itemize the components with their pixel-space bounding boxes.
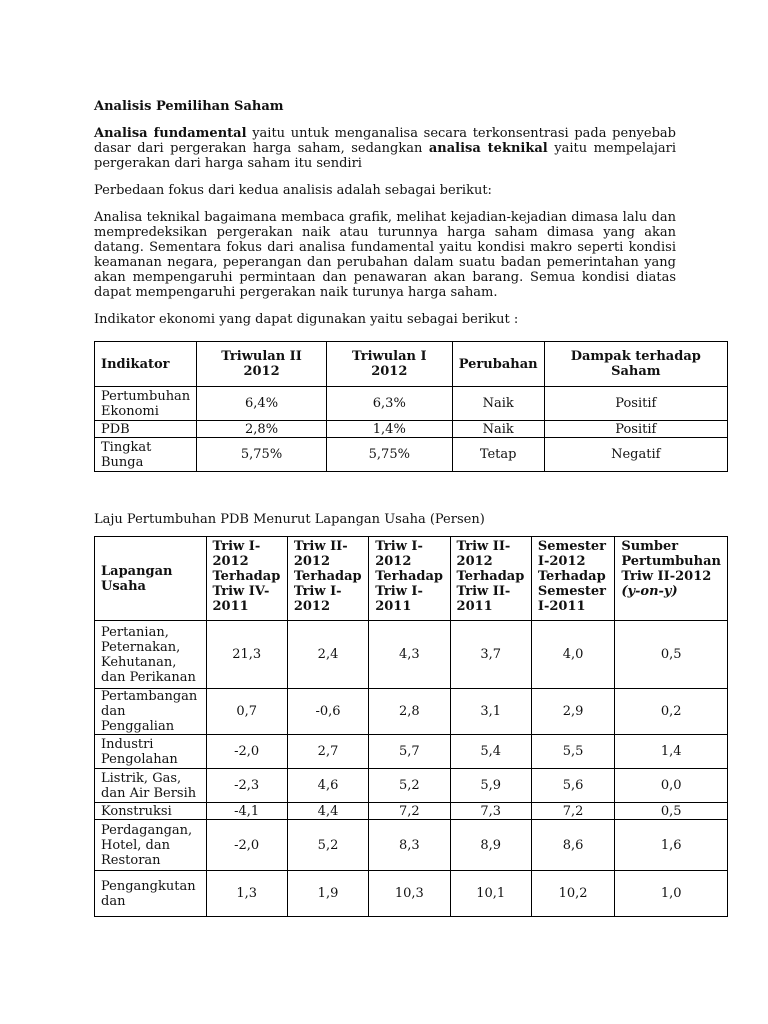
table-row [95, 769, 728, 803]
header-col-4: Triw II-2012 Terhadap Triw II-2011 [450, 537, 531, 621]
cell-value: 0,2 [615, 689, 728, 735]
header-triwulan-2: Triwulan II 2012 [197, 342, 327, 387]
header-perubahan: Perubahan [452, 342, 544, 387]
definition-text-2: yaitu mempelajari pergerakan dari harga saham itu sendiri [94, 141, 676, 171]
cell-value: -0,6 [287, 689, 368, 735]
cell-sector: Pertanian, Peternakan, Kehutanan, dan Perikanan [95, 621, 207, 689]
cell-value: 4,4 [287, 803, 368, 820]
cell-value: 7,2 [531, 803, 614, 820]
table-header-row [95, 537, 728, 621]
term-teknikal: analisa teknikal [428, 141, 548, 156]
cell-value: Positif [544, 421, 727, 438]
cell-value: 5,7 [369, 735, 450, 769]
header-dampak: Dampak terhadap Saham [544, 342, 727, 387]
table-row [95, 803, 728, 820]
cell-value: 3,1 [450, 689, 531, 735]
cell-value: Positif [544, 387, 727, 421]
cell-value: 7,3 [450, 803, 531, 820]
cell-value: 5,2 [369, 769, 450, 803]
definition-text-1: yaitu untuk menganalisa secara terkonsentrasi pada penyebab dasar dari pergerakan harga saham, sedangkan [94, 126, 676, 156]
term-fundamental: Analisa fundamental [94, 126, 247, 141]
cell-value: 4,6 [287, 769, 368, 803]
cell-value: 10,2 [531, 871, 614, 917]
cell-sector: Listrik, Gas, dan Air Bersih [95, 769, 207, 803]
cell-value: 6,3% [326, 387, 452, 421]
cell-sector: Pengangkutan dan [95, 871, 207, 917]
header-sumber-text: Sumber Pertumbuhan Triw II-2012 [621, 539, 721, 584]
cell-value: 1,9 [287, 871, 368, 917]
paragraph-definition [94, 126, 676, 171]
table-row [95, 871, 728, 917]
cell-value: 6,4% [197, 387, 327, 421]
table-row [95, 421, 728, 438]
cell-value: 21,3 [206, 621, 287, 689]
cell-value: Tetap [452, 438, 544, 472]
cell-value: 2,8 [369, 689, 450, 735]
cell-value: 5,6 [531, 769, 614, 803]
cell-value: 8,3 [369, 820, 450, 871]
header-col-6 [615, 537, 728, 621]
cell-sector: Perdagangan, Hotel, dan Restoran [95, 820, 207, 871]
table-row [95, 735, 728, 769]
header-col-2: Triw II-2012 Terhadap Triw I-2012 [287, 537, 368, 621]
cell-value: 2,9 [531, 689, 614, 735]
paragraph-intro: Perbedaan fokus dari kedua analisis adalah sebagai berikut: [94, 183, 492, 198]
cell-value: 10,1 [450, 871, 531, 917]
cell-value: 4,3 [369, 621, 450, 689]
table-row [95, 689, 728, 735]
cell-value: 2,8% [197, 421, 327, 438]
header-col-3: Triw I-2012 Terhadap Triw I-2011 [369, 537, 450, 621]
cell-value: -2,0 [206, 735, 287, 769]
cell-value: 1,4 [615, 735, 728, 769]
header-indikator: Indikator [95, 342, 197, 387]
cell-value: Naik [452, 387, 544, 421]
cell-value: -4,1 [206, 803, 287, 820]
cell-value: 5,4 [450, 735, 531, 769]
cell-sector: Industri Pengolahan [95, 735, 207, 769]
cell-value: 5,9 [450, 769, 531, 803]
cell-value: 2,7 [287, 735, 368, 769]
cell-value: 10,3 [369, 871, 450, 917]
cell-indikator: Tingkat Bunga [95, 438, 197, 472]
table-row [95, 820, 728, 871]
table-row [95, 621, 728, 689]
cell-sector: Konstruksi [95, 803, 207, 820]
document-heading: Analisis Pemilihan Saham [94, 99, 284, 114]
paragraph-explanation: Analisa teknikal bagaimana membaca grafik, melihat kejadian-kejadian dimasa lalu dan mempredeksikan pergerakan naik atau turunnya harga saham dimasa yang akan datang. Sementara fokus dari analisa fundamental yaitu kondisi makro seperti kondisi keamanan negara, peperangan dan perubahan dalam suatu badan pemerintahan yang akan mempengaruhi permintaan dan penawaran akan barang. Semua kondisi diatas dapat mempengaruhi pergerakan naik turunya harga saham. [94, 210, 676, 300]
cell-value: 1,0 [615, 871, 728, 917]
header-yoy-text: (y-on-y) [621, 584, 678, 599]
cell-value: 1,3 [206, 871, 287, 917]
cell-sector: Pertambangan dan Penggalian [95, 689, 207, 735]
indicator-table [94, 341, 728, 472]
cell-value: 0,5 [615, 621, 728, 689]
cell-value: 5,2 [287, 820, 368, 871]
cell-value: 0,5 [615, 803, 728, 820]
header-triwulan-1: Triwulan I 2012 [326, 342, 452, 387]
gdp-growth-table [94, 536, 728, 917]
cell-value: 4,0 [531, 621, 614, 689]
cell-value: 5,5 [531, 735, 614, 769]
cell-value: 8,6 [531, 820, 614, 871]
table-header-row [95, 342, 728, 387]
document-page [94, 98, 721, 917]
cell-indikator: Pertumbuhan Ekonomi [95, 387, 197, 421]
cell-value: 3,7 [450, 621, 531, 689]
cell-value: -2,3 [206, 769, 287, 803]
table-row [95, 438, 728, 472]
cell-value: 5,75% [326, 438, 452, 472]
table2-caption: Laju Pertumbuhan PDB Menurut Lapangan Usaha (Persen) [94, 512, 485, 527]
cell-value: 7,2 [369, 803, 450, 820]
cell-value: Naik [452, 421, 544, 438]
cell-indikator: PDB [95, 421, 197, 438]
table-row [95, 387, 728, 421]
cell-value: -2,0 [206, 820, 287, 871]
cell-value: Negatif [544, 438, 727, 472]
cell-value: 8,9 [450, 820, 531, 871]
cell-value: 5,75% [197, 438, 327, 472]
cell-value: 0,0 [615, 769, 728, 803]
header-lapangan-usaha: Lapangan Usaha [95, 537, 207, 621]
header-col-5: Semester I-2012 Terhadap Semester I-2011 [531, 537, 614, 621]
cell-value: 0,7 [206, 689, 287, 735]
cell-value: 1,6 [615, 820, 728, 871]
cell-value: 2,4 [287, 621, 368, 689]
paragraph-indicator-intro: Indikator ekonomi yang dapat digunakan yaitu sebagai berikut : [94, 312, 519, 327]
header-col-1: Triw I-2012 Terhadap Triw IV-2011 [206, 537, 287, 621]
cell-value: 1,4% [326, 421, 452, 438]
